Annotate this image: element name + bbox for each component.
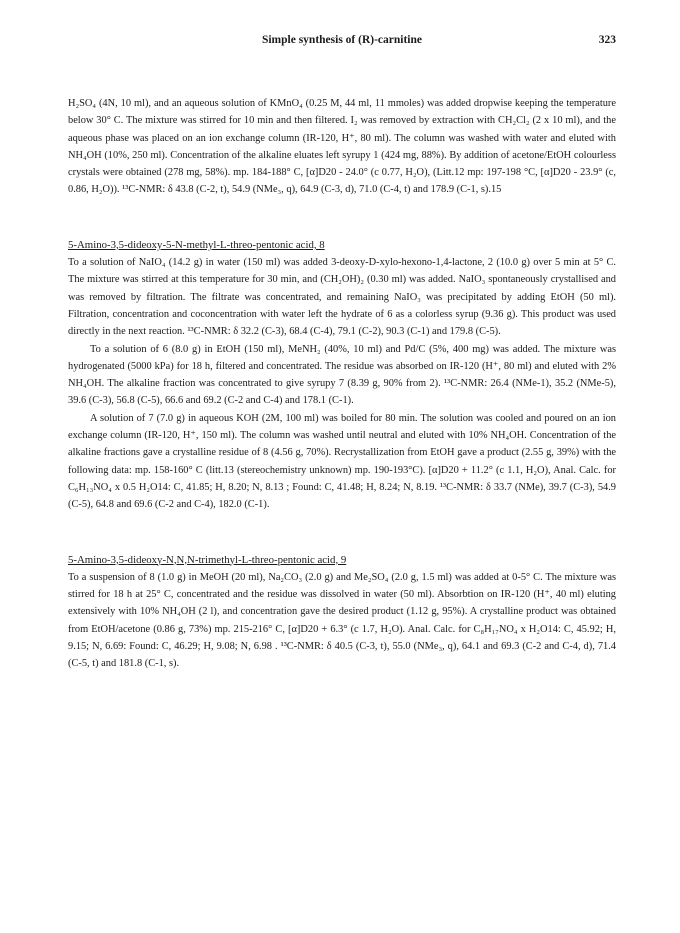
section-compound-8 <box>68 237 616 514</box>
paragraph: A solution of 7 (7.0 g) in aqueous KOH (2M, 100 ml) was boiled for 80 min. The solution was cooled and poured on an ion exchange column (IR-120, H⁺, 150 ml). The column was washed until neutral and eluted with 10% NH₄OH. Concentration of the alkaline fractions gave a crystalline residue of 8 (4.56 g, 70%). Recrystallization from EtOH gave a product (2.55 g, 39%) with the following data: mp. 158-160° C (litt.13 (stereochemistry unknown) mp. 190-193°C). [α]D20 + 11.2° (c 1.1, H₂O), Anal. Calc. for C₆H₁₃NO₄ x 0.5 H₂O14: C, 41.85; H, 8.20; N, 8.13 ; Found: C, 41.48; H, 8.24; N, 8.19. ¹³C-NMR: δ 33.7 (NMe), 39.7 (C-3), 54.9 (C-5), 64.8 and 69.6 (C-2 and C-4), 182.0 (C-1). <box>68 412 616 511</box>
article-body <box>68 95 616 673</box>
running-title: Simple synthesis of (R)-carnitine <box>261 34 423 46</box>
paragraph: To a suspension of 8 (1.0 g) in MeOH (20 ml), Na₂CO₃ (2.0 g) and Me₂SO₄ (2.0 g, 1.5 ml) was added at 0-5° C. The mixture was stirred for 18 h at 25° C, concentrated and the residue was dissolved in water (50 ml). Absorbtion on IR-120 (H⁺, 40 ml) eluting extensively with 10% NH₄OH (2 l), and concentration gave the desired product (1.12 g, 95%). A crystalline product was obtained from EtOH/acetone (0.86 g, 73%) mp. 215-216° C, [α]D20 + 6.3° (c 1.7, H₂O). Anal. Calc. for C₈H₁₇NO₄ x H₂O14: C, 45.92; H, 9.15; N, 6.69: Found: C, 46.29; H, 9.08; N, 6.98 . ¹³C-NMR: δ 40.5 (C-3, t), 55.0 (NMe₃, q), 64.1 and 69.3 (C-2 and C-4, d), 71.4 (C-5, t) and 181.8 (C-1, s). <box>68 571 616 670</box>
intro-paragraph: H₂SO₄ (4N, 10 ml), and an aqueous solution of KMnO₄ (0.25 M, 44 ml, 11 mmoles) was added dropwise keeping the temperature below 30° C. The mixture was stirred for 10 min and then filtered. I₂ was removed by extraction with CH₂Cl₂ (2 x 10 ml), and the aqueous phase was placed on an ion exchange column (IR-120, H⁺, 80 ml). The column was washed with water and eluted with NH₄OH (10%, 250 ml). Concentration of the alkaline eluates left syrupy 1 (424 mg, 88%). By addition of acetone/EtOH colourless crystals were obtained (278 mg, 58%). mp. 184-188° C, [α]D20 - 24.0° (c 0.77, H₂O), (Litt.12 mp: 197-198 °C, [α]D20 - 23.9° (c, 0.86, H₂O)). ¹³C-NMR: δ 43.8 (C-2, t), 54.9 (NMe₃, q), 64.9 (C-3, d), 71.0 (C-4, t) and 178.9 (C-1, s).15 <box>68 98 616 196</box>
section-spacer <box>68 199 616 237</box>
section-heading: 5-Amino-3,5-dideoxy-5-N-methyl-L-threo-pentonic acid, 8 <box>68 238 325 251</box>
page-header <box>68 34 616 52</box>
paragraph: To a solution of NaIO₄ (14.2 g) in water (150 ml) was added 3-deoxy-D-xylo-hexono-1,4-lactone, 2 (10.0 g) over 5 min at 5° C. The mixture was stirred at this temperature for 30 min, and (CH₂OH)₂ (0.30 ml) was added. NaIO₃ spontaneously crystallised and was removed by filtration. The filtrate was concentrated, and remaining NaIO₃ was precipitated by adding EtOH (50 ml). Filtration, concentration and coconcentration with water left the hydrate of 6 as a colorless syrup (9.36 g). This product was used directly in the next reaction. ¹³C-NMR: δ 32.2 (C-3), 68.4 (C-4), 79.1 (C-2), 90.3 (C-1) and 179.8 (C-5). <box>68 257 616 338</box>
section-heading: 5-Amino-3,5-dideoxy-N,N,N-trimethyl-L-threo-pentonic acid, 9 <box>68 553 347 566</box>
section-spacer <box>68 514 616 552</box>
paragraph: To a solution of 6 (8.0 g) in EtOH (150 ml), MeNH₂ (40%, 10 ml) and Pd/C (5%, 400 mg) was added. The mixture was hydrogenated (5000 kPa) for 18 h, filtered and concentrated. The residue was absorbed on IR-120 (H⁺, 80 ml) and eluted with 2% NH₄OH. The alkaline fraction was concentrated to give syrupy 7 (8.39 g, 90% from 2). ¹³C-NMR: 26.4 (NMe-1), 35.2 (NMe-5), 39.6 (C-3), 56.8 (C-5), 66.6 and 69.2 (C-2 and C-4) and 178.1 (C-1). <box>68 343 616 407</box>
section-compound-9 <box>68 552 616 673</box>
page-number: 323 <box>598 34 616 46</box>
